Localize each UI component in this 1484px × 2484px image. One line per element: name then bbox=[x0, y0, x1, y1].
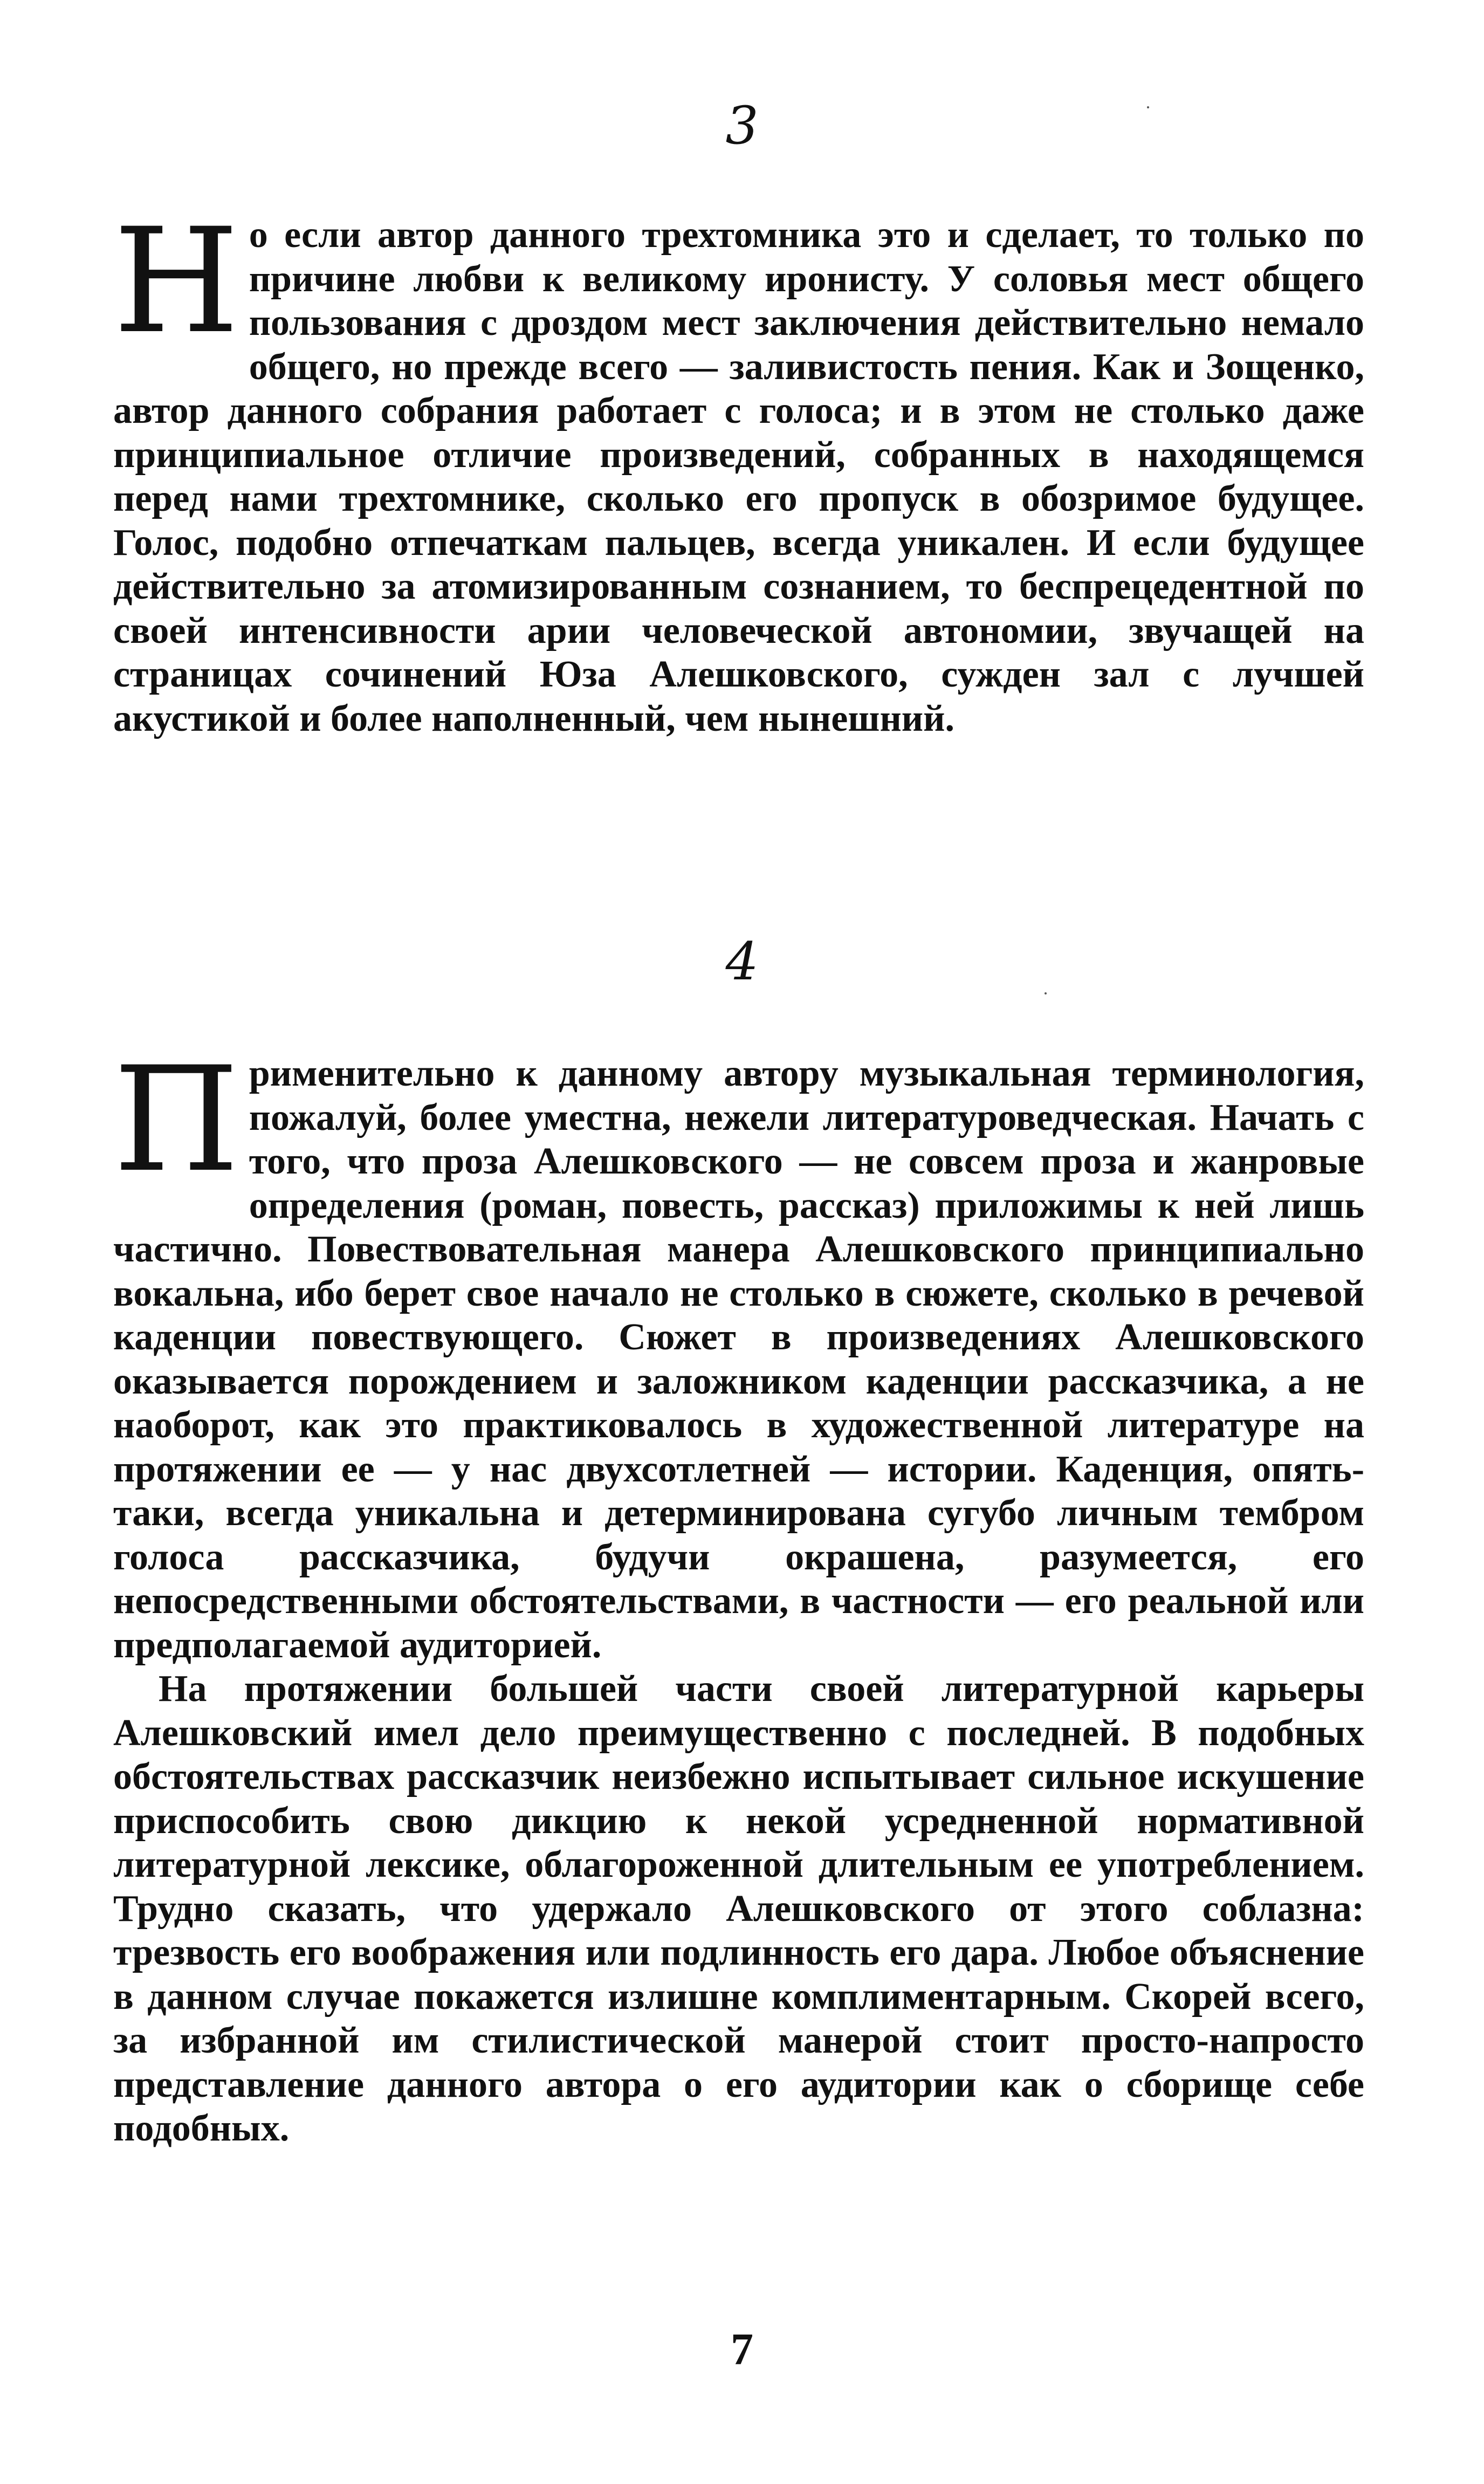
paragraph bbox=[113, 197, 1364, 740]
paragraph-text: На протяжении большей части своей литературной карьеры Алешковский имел дело преимущественно с последней. В подобных обстоятельствах рассказчик неизбежно испытывает сильное искушение приспособить свою дикцию к некой усредненной нормативной литературной лексике, облагороженной длительным ее употреблением. Трудно сказать, что удержало Алешковского от этого соблазна: трезвость его воображения или подлинность его дара. Любое объяснение в данном случае покажется излишне комплиментарным. Скорей всего, за избранной им стилистической манерой стоит просто-напросто представление данного автора о его аудитории как о сборище себе подобных. bbox=[113, 1668, 1364, 2149]
section-4-body bbox=[113, 1036, 1364, 2151]
paragraph bbox=[113, 1667, 1364, 2151]
drop-cap: П bbox=[113, 1036, 239, 1204]
section-number: 4 bbox=[725, 931, 759, 992]
print-speck bbox=[1147, 106, 1149, 108]
paragraph bbox=[113, 1036, 1364, 1667]
section-3-body bbox=[113, 197, 1364, 740]
section-number: 3 bbox=[725, 95, 759, 156]
print-speck bbox=[1045, 992, 1047, 994]
paragraph-text: о если автор данного трехтомника это и сделает, то только по причине любви к великому иронисту. У соловья мест общего пользования с дроздом мест заключения действительно немало общего, но прежде всего — заливистость пения. Как и Зощенко, автор данного собрания работает с голоса; и в этом не столько даже принципиальное отличие произведений, собранных в находящемся перед нами трехтомнике, сколько его пропуск в обозримое будущее. Голос, подобно отпечаткам пальцев, всегда уникален. И если будущее действительно за атомизированным сознанием, то беспрецедентной по своей интенсивности арии человеческой автономии, звучащей на страницах сочинений Юза Алешковского, сужден зал с лучшей акустикой и более наполненный, чем нынешний. bbox=[113, 214, 1364, 739]
page-number: 7 bbox=[731, 2324, 753, 2375]
paragraph-text: рименительно к данному автору музыкальная терминология, пожалуй, более уместна, нежели литературоведческая. Начать с того, что проза Алешковского — не совсем проза и жанровые определения (роман, повесть, рассказ) приложимы к ней лишь частично. Повествовательная манера Алешковского принципиально вокальна, ибо берет свое начало не столько в сюжете, сколько в речевой каденции повествующего. Сюжет в произведениях Алешковского оказывается порождением и заложником каденции рассказчика, а не наоборот, как это практиковалось в художественной литературе на протяжении ее — у нас двухсотлетней — истории. Каденция, опять-таки, всегда уникальна и детерминирована сугубо личным тембром голоса рассказчика, будучи окрашена, разумеется, его непосредственными обстоятельствами, в частности — его реальной или предполагаемой аудиторией. bbox=[113, 1053, 1364, 1666]
drop-cap: Н bbox=[113, 197, 239, 366]
